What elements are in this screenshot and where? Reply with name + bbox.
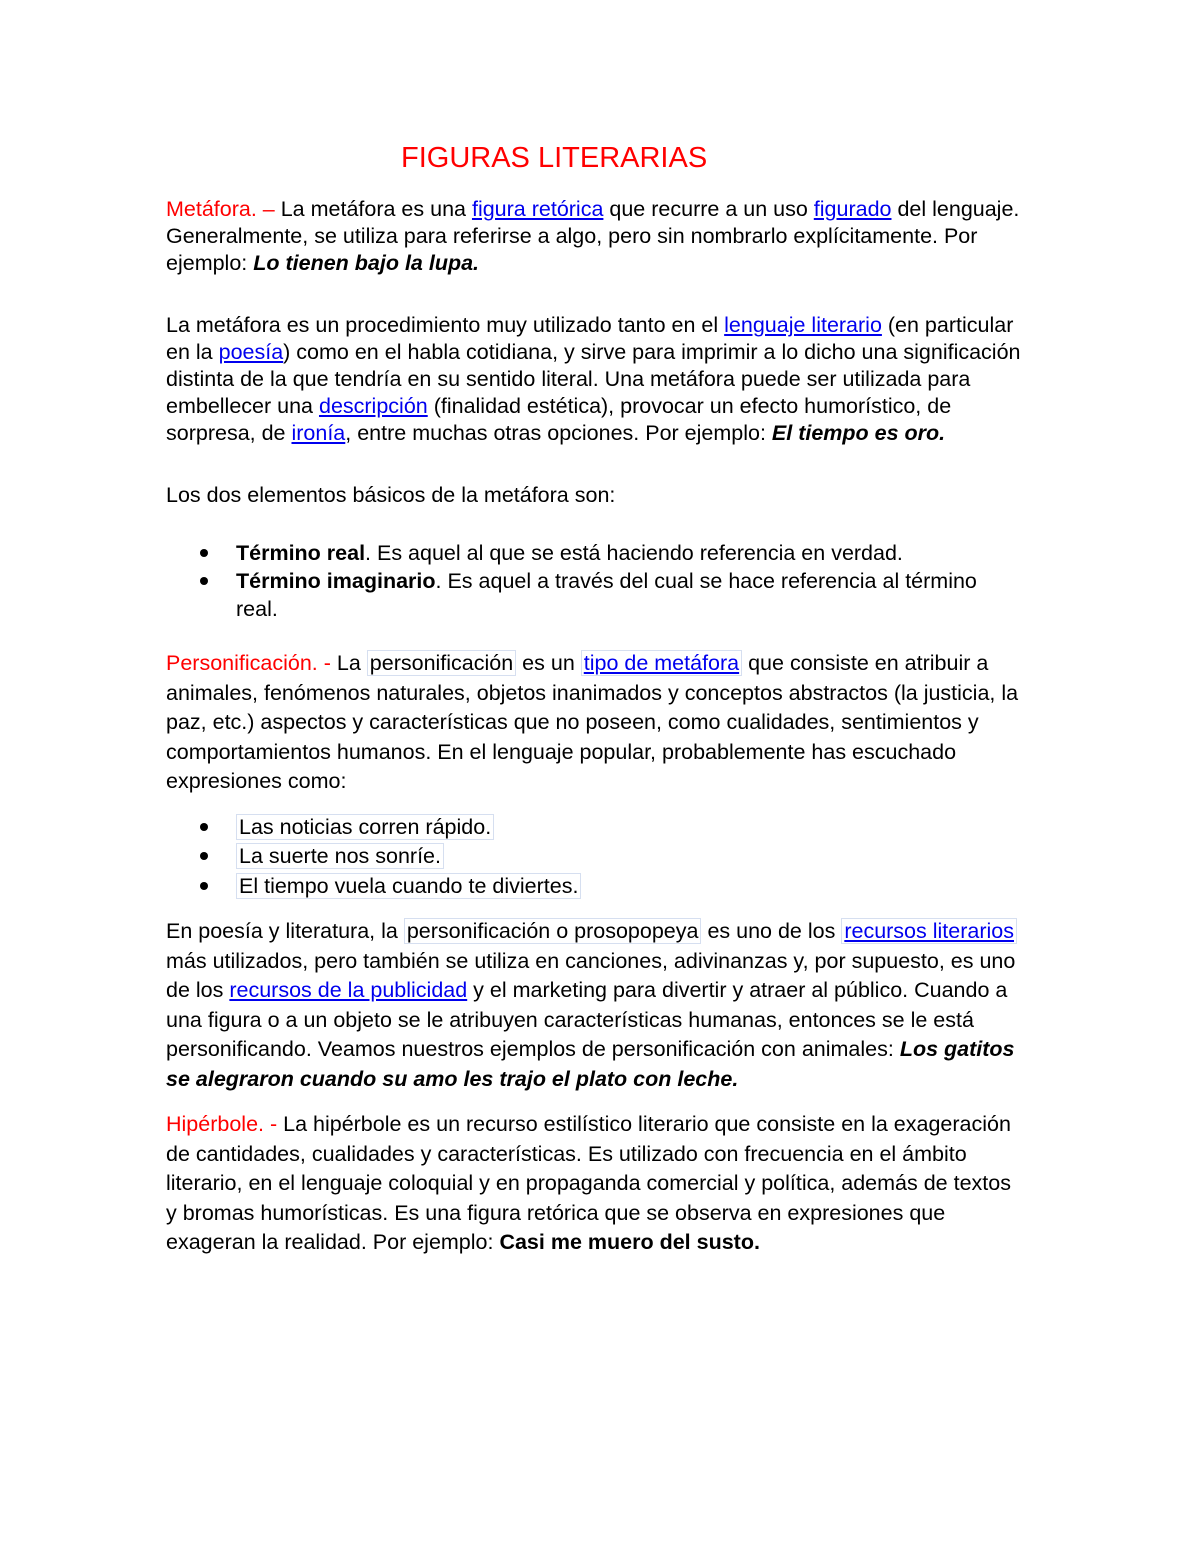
list-item: Término real. Es aquel al que se está haciendo referencia en verdad. <box>236 539 996 567</box>
metafora-paragraph-1: Metáfora. – La metáfora es una figura retórica que recurre a un uso figurado del lenguaje. Generalmente, se utiliza para referirse a algo, pero sin nombrarlo explícitamente. Por ejemplo: Lo tienen bajo la lupa. <box>166 197 1020 275</box>
link-recursos-literarios[interactable]: recursos literarios <box>841 918 1017 944</box>
link-figurado[interactable]: figurado <box>813 197 892 221</box>
personificacion-examples-list <box>166 813 1046 902</box>
hiperbole-paragraph: Hipérbole. - La hipérbole es un recurso estilístico literario que consiste en la exageración de cantidades, cualidades y características. Es utilizado con frecuencia en el ámbito literario, en el lenguaje coloquial y en propaganda comercial y política, además de textos y bromas humorísticas. Es una figura retórica que se observa en expresiones que exageran la realidad. Por ejemplo: Casi me muero del susto. <box>166 1112 1011 1254</box>
metafora-heading: Metáfora. – <box>166 197 275 221</box>
link-poesia[interactable]: poesía <box>218 340 284 364</box>
document-body <box>166 196 1046 1258</box>
page-title: FIGURAS LITERARIAS <box>401 142 708 174</box>
link-lenguaje-literario[interactable]: lenguaje literario <box>724 313 882 337</box>
metafora-example-2: El tiempo es oro. <box>771 421 946 445</box>
link-figura-retorica[interactable]: figura retórica <box>471 197 604 221</box>
list-item: Las noticias corren rápido. <box>236 813 1046 843</box>
bullet-icon <box>200 549 208 557</box>
link-ironia[interactable]: ironía <box>291 421 346 445</box>
hiperbole-example: Casi me muero del susto. <box>499 1230 760 1254</box>
list-item: Término imaginario. Es aquel a través del cual se hace referencia al término real. <box>236 567 996 623</box>
personificacion-paragraph-2: En poesía y literatura, la personificación o prosopopeya es uno de los recursos literarios más utilizados, pero también se utiliza en canciones, adivinanzas y, por supuesto, es uno de los recursos de la publicidad y el marketing para divertir y atraer al público. Cuando a una figura o a un objeto se le atribuyen características humanas, entonces se le está personificando. Veamos nuestros ejemplos de personificación con animales: Los gatitos se alegraron cuando su amo les trajo el plato con leche. <box>166 919 1016 1091</box>
link-tipo-de-metafora[interactable]: tipo de metáfora <box>581 650 742 676</box>
list-item: La suerte nos sonríe. <box>236 842 1046 872</box>
personificacion-heading: Personificación. - <box>166 651 331 675</box>
personificacion-example: Los gatitos se alegraron cuando su amo les trajo el plato con leche. <box>166 1037 1015 1091</box>
metafora-paragraph-2: La metáfora es un procedimiento muy utilizado tanto en el lenguaje literario (en particular en la poesía) como en el habla cotidiana, y sirve para imprimir a lo dicho una significación distinta de la que tendría en su sentido literal. Una metáfora puede ser utilizada para embellecer una descripción (finalidad estética), provocar un efecto humorístico, de sorpresa, de ironía, entre muchas otras opciones. Por ejemplo: El tiempo es oro. <box>166 313 1021 445</box>
link-descripcion[interactable]: descripción <box>318 394 428 418</box>
personificacion-paragraph-1: Personificación. - La personificación es un tipo de metáfora que consiste en atribuir a animales, fenómenos naturales, objetos inanimados y conceptos abstractos (la justicia, la paz, etc.) aspectos y características que no poseen, como cualidades, sentimientos y comportamientos humanos. En el lenguaje popular, probablemente has escuchado expresiones como: <box>166 651 1019 793</box>
hiperbole-heading: Hipérbole. - <box>166 1112 278 1136</box>
bullet-icon <box>200 882 208 890</box>
metafora-example-1: Lo tienen bajo la lupa. <box>253 251 480 275</box>
metafora-elements-list <box>166 539 996 623</box>
link-recursos-de-la-publicidad[interactable]: recursos de la publicidad <box>229 978 468 1002</box>
bullet-icon <box>200 852 208 860</box>
metafora-paragraph-3: Los dos elementos básicos de la metáfora son: <box>166 483 616 507</box>
bullet-icon <box>200 577 208 585</box>
list-item: El tiempo vuela cuando te diviertes. <box>236 872 1046 902</box>
bullet-icon <box>200 823 208 831</box>
